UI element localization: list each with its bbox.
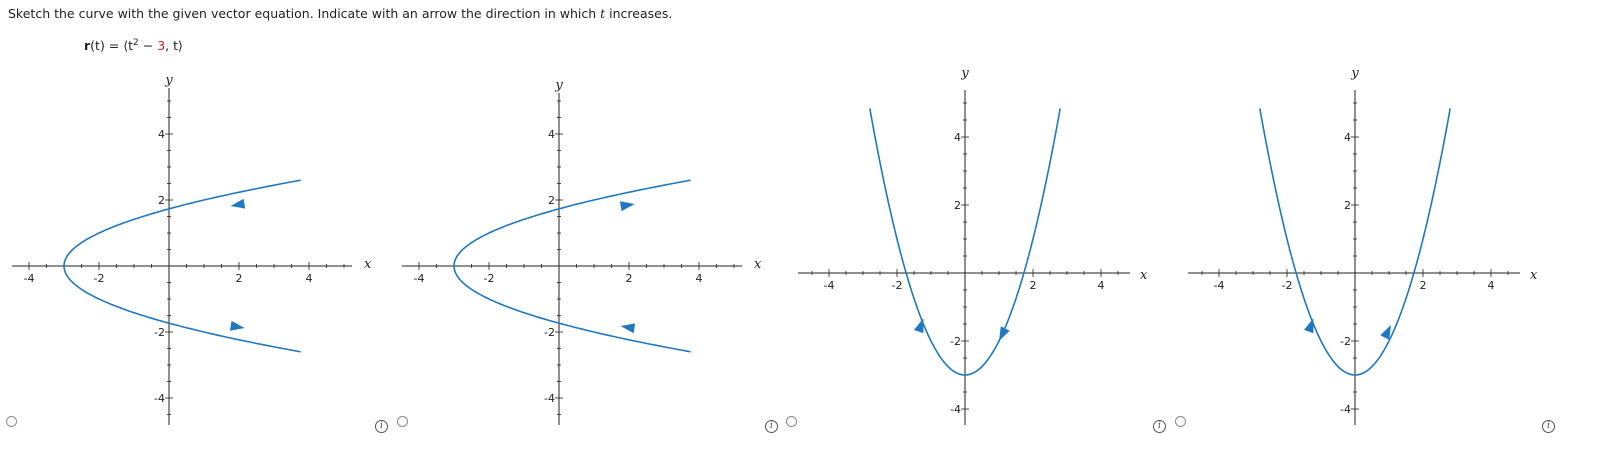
question-suffix: increases. — [609, 6, 673, 21]
x-tick-label: 4 — [695, 272, 703, 285]
x-tick-label: -4 — [23, 272, 35, 285]
equation-exponent: 2 — [133, 38, 139, 48]
question-prefix: Sketch the curve with the given vector equation. Indicate with an arrow the direction in which — [8, 6, 597, 21]
y-tick-label: -2 — [950, 335, 961, 348]
option-b-radio[interactable] — [397, 416, 408, 427]
direction-arrow — [1304, 318, 1313, 333]
direction-arrow — [621, 323, 636, 333]
option-c-info-icon[interactable]: i — [1153, 420, 1166, 433]
option-a-radio[interactable] — [6, 416, 17, 427]
direction-arrow — [620, 201, 635, 211]
option-a-info-icon[interactable]: i — [375, 420, 388, 433]
equation-lhs: (t) = ⟨t — [90, 38, 134, 54]
x-axis-label: x — [1140, 268, 1148, 283]
option-a-graph — [12, 0, 382, 440]
y-tick-label: -4 — [154, 392, 165, 405]
x-axis-label: x — [754, 257, 762, 272]
option-b-graph — [402, 0, 772, 440]
y-tick-label: 2 — [548, 194, 555, 207]
option-a-plot — [12, 0, 382, 440]
x-tick-label: -2 — [483, 272, 495, 285]
option-d-info-icon[interactable]: i — [1542, 420, 1555, 433]
y-tick-label: 2 — [1344, 199, 1351, 212]
y-tick-label: 2 — [158, 194, 165, 207]
direction-arrow — [999, 326, 1010, 341]
y-tick-label: -2 — [544, 326, 555, 339]
equation-constant: 3 — [157, 38, 166, 54]
x-axis-label: x — [1530, 268, 1538, 283]
option-c-plot — [790, 0, 1160, 440]
y-tick-label: -4 — [1340, 403, 1351, 416]
option-d-plot — [1180, 0, 1550, 440]
x-tick-label: 2 — [1419, 279, 1427, 292]
x-tick-label: 2 — [1029, 279, 1037, 292]
y-tick-label: 4 — [158, 128, 165, 141]
x-tick-label: 4 — [1487, 279, 1495, 292]
x-tick-label: 2 — [235, 272, 243, 285]
equation-vector-symbol: r — [84, 38, 91, 54]
x-tick-label: -2 — [93, 272, 105, 285]
direction-arrow — [231, 199, 246, 209]
y-tick-label: -4 — [544, 392, 555, 405]
option-b-info-icon[interactable]: i — [765, 420, 778, 433]
y-axis-label: y — [1351, 66, 1359, 81]
y-axis-label: y — [961, 66, 969, 81]
x-tick-label: 2 — [625, 272, 633, 285]
option-d-radio[interactable] — [1175, 416, 1186, 427]
y-tick-label: -2 — [154, 326, 165, 339]
x-tick-label: -4 — [823, 279, 835, 292]
option-b-plot — [402, 0, 772, 440]
direction-arrow — [230, 321, 245, 331]
y-tick-label: 2 — [954, 199, 961, 212]
option-c-graph — [790, 0, 1160, 440]
x-tick-label: 4 — [1097, 279, 1105, 292]
x-tick-label: -4 — [413, 272, 425, 285]
y-tick-label: 4 — [954, 131, 961, 144]
x-tick-label: -2 — [891, 279, 903, 292]
question-variable: t — [600, 6, 606, 21]
equation-minus: − — [138, 38, 158, 54]
x-tick-label: -2 — [1281, 279, 1293, 292]
direction-arrow — [1380, 325, 1391, 340]
direction-arrow — [914, 318, 923, 333]
y-tick-label: 4 — [1344, 131, 1351, 144]
x-tick-label: 4 — [305, 272, 313, 285]
y-tick-label: -4 — [950, 403, 961, 416]
option-c-radio[interactable] — [786, 416, 797, 427]
x-tick-label: -4 — [1213, 279, 1225, 292]
y-tick-label: 4 — [548, 128, 555, 141]
y-axis-label: y — [165, 73, 173, 88]
x-axis-label: x — [364, 257, 372, 272]
equation-rhs: , t⟩ — [165, 38, 183, 54]
y-tick-label: -2 — [1340, 335, 1351, 348]
option-d-graph — [1180, 0, 1550, 440]
y-axis-label: y — [555, 78, 563, 93]
